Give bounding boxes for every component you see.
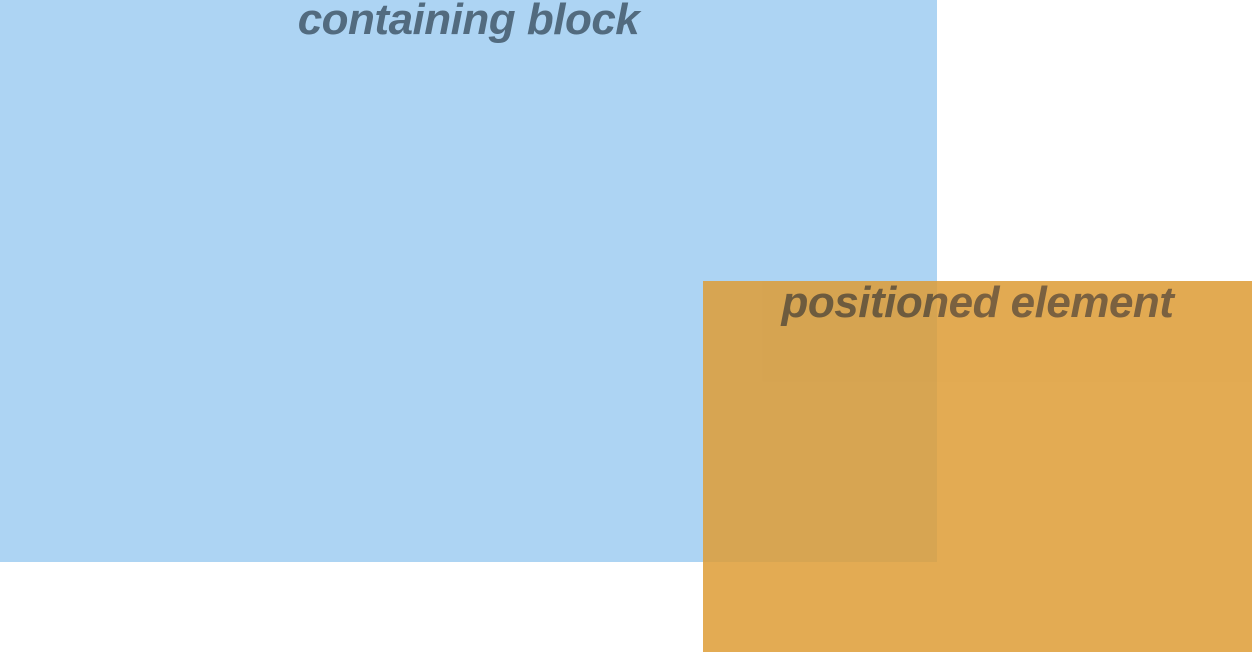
containing-block-label: containing block — [297, 0, 640, 44]
positioned-element-box — [703, 278, 1252, 652]
positioned-element-label: positioned element — [781, 278, 1174, 327]
